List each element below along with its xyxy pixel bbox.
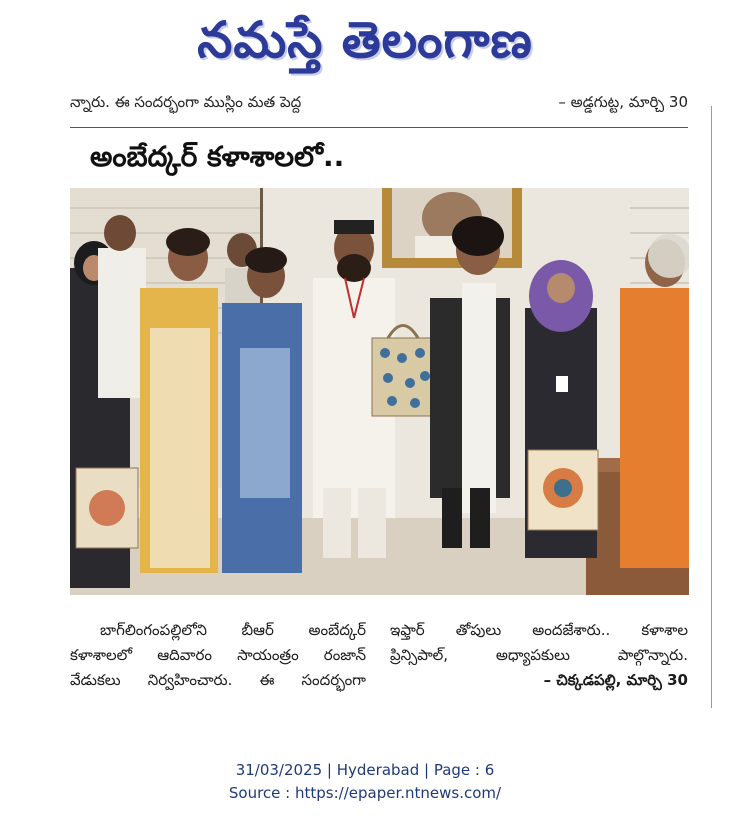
group-photo-illustration [70, 188, 689, 595]
caption-line: ఇఫ్తార్ తోపులు అందజేశారు.. కళాశాల [390, 621, 688, 639]
article-dateline: – చిక్కడపల్లి, మార్చి 30 [543, 671, 688, 689]
caption-line: ప్రిన్సిపాల్, అధ్యాపకులు పాల్గొన్నారు. [390, 646, 688, 664]
footer-date-edition: 31/03/2025 | Hyderabad | Page : 6 [235, 761, 495, 779]
caption-column-right [390, 618, 688, 693]
caption-column-left [70, 618, 366, 693]
caption-line: కళాశాలలో ఆదివారం సాయంత్రం రంజాన్ [70, 646, 366, 664]
masthead [0, 4, 730, 76]
newspaper-logo: నమస్తే తెలంగాణ [197, 10, 533, 69]
footer-source: Source : https://epaper.ntnews.com/ [228, 784, 502, 802]
previous-article-dateline: – అడ్డగుట్ట, మార్చి 30 [558, 93, 688, 111]
article-headline: అంబేద్కర్ కళాశాలలో.. [90, 140, 345, 173]
article-photo [70, 188, 689, 595]
section-rule [70, 127, 688, 128]
caption-line: వేడుకలు నిర్వహించారు. ఈ సందర్భంగా [70, 671, 366, 689]
epaper-footer [0, 759, 730, 805]
column-divider [711, 106, 712, 708]
previous-article-strip [70, 92, 688, 114]
previous-article-text: న్నారు. ఈ సందర్భంగా ముస్లిం మత పెద్ద [70, 93, 302, 111]
caption-line: బాగ్‌లింగంపల్లిలోని బీఆర్ అంబేద్కర్ [100, 621, 366, 639]
